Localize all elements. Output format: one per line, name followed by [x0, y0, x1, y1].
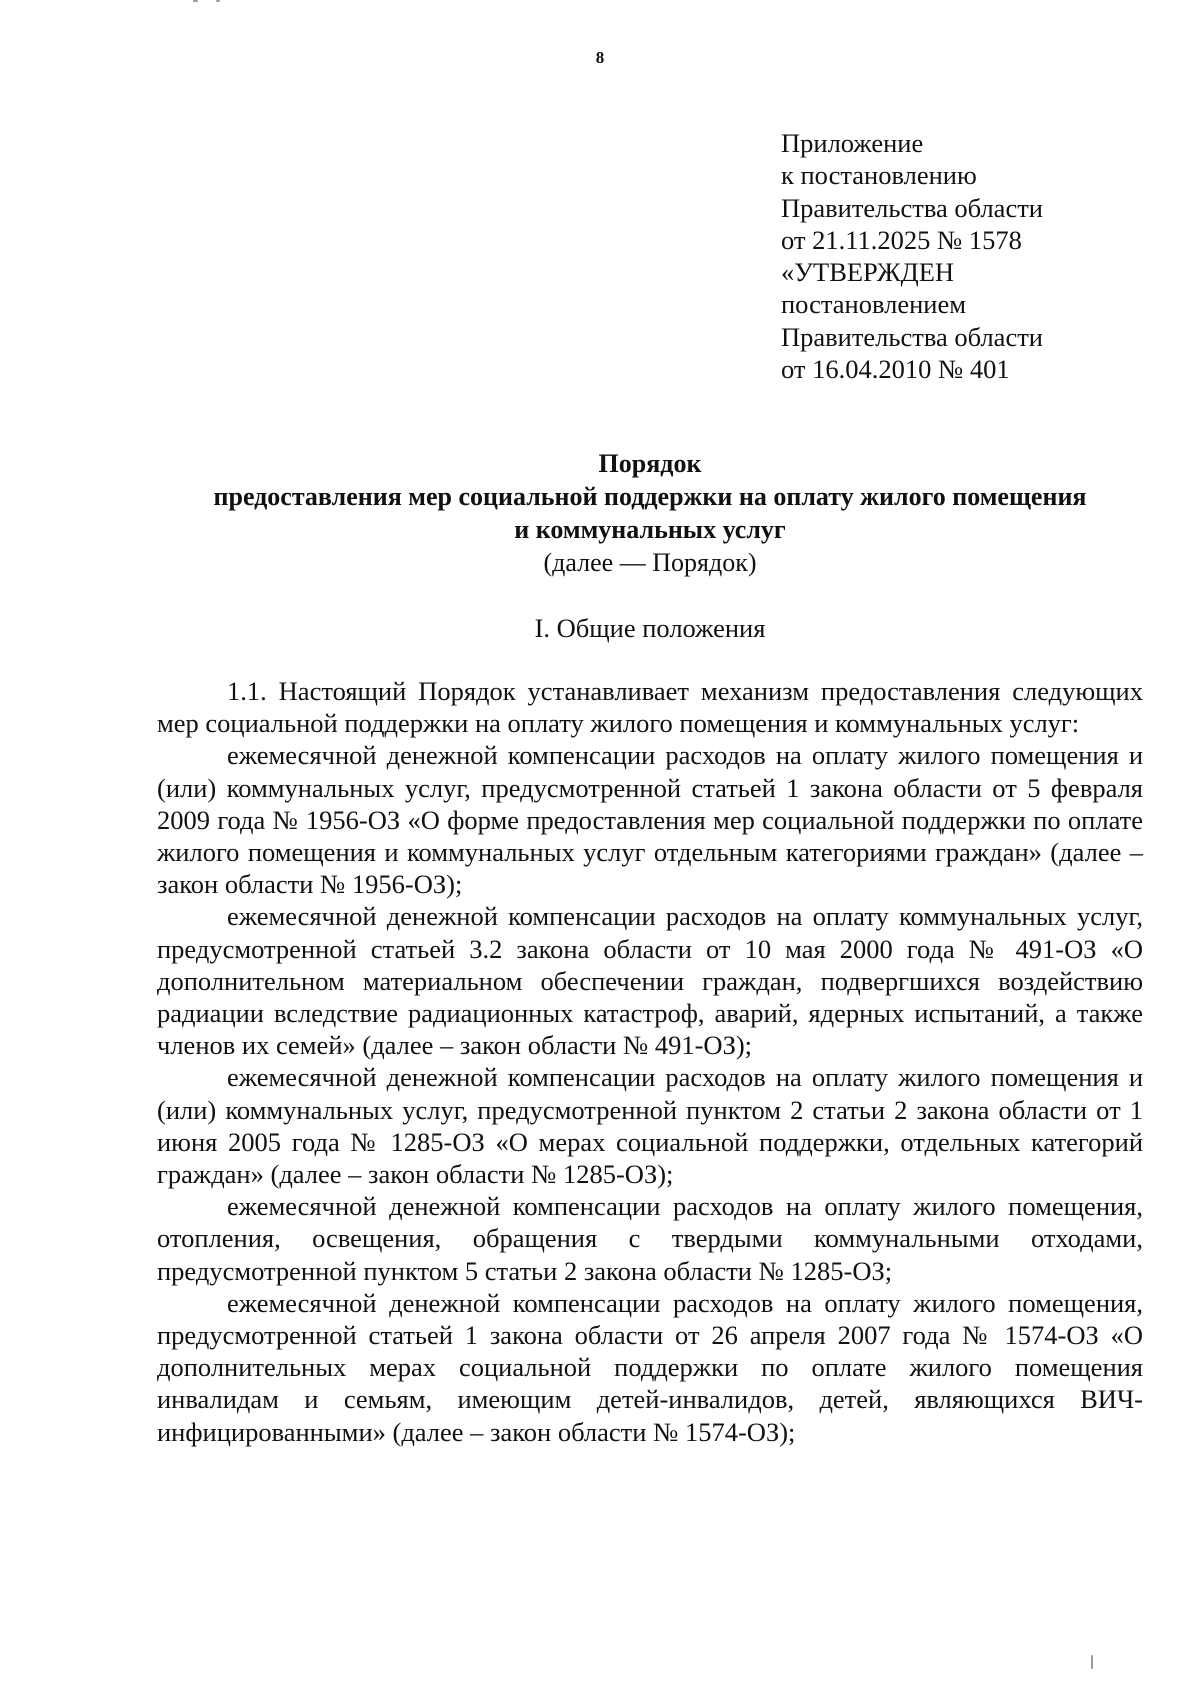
document-title [150, 447, 1150, 579]
appendix-line: от 16.04.2010 № 401 [781, 354, 1010, 385]
title-line: предоставления мер социальной поддержки на оплату жилого помещения [213, 482, 1087, 511]
paragraph: ежемесячной денежной компенсации расходов на оплату жилого помещения и (или) коммунальных услуг, предусмотренной пунктом 2 статьи 2 закона области от 1 июня 2005 года № 1285-ОЗ «О мерах социальной поддержки, отдельных категорий граждан» (далее – закон области № 1285-ОЗ); [157, 1062, 1143, 1190]
paragraph: ежемесячной денежной компенсации расходов на оплату жилого помещения и (или) коммунальных услуг, предусмотренной статьей 1 закона области от 5 февраля 2009 года № 1956-ОЗ «О форме предоставления мер социальной поддержки по оплате жилого помещения и коммунальных услуг отдельным категориями граждан» (далее – закон области № 1956-ОЗ); [157, 740, 1143, 900]
appendix-line: Правительства области [781, 192, 1043, 223]
paragraph: ежемесячной денежной компенсации расходов на оплату жилого помещения, отопления, освещения, обращения с твердыми коммунальными отходами, предусмотренной пунктом 5 статьи 2 закона области № 1285-ОЗ; [157, 1191, 1143, 1286]
scan-artifact [216, 0, 220, 2]
scan-artifact [1091, 1655, 1093, 1669]
appendix-line: Правительства области [781, 321, 1043, 352]
title-note: (далее — Порядок) [543, 548, 757, 577]
appendix-line: от 21.11.2025 № 1578 [781, 224, 1022, 255]
appendix-line: Приложение [781, 128, 924, 158]
paragraph: ежемесячной денежной компенсации расходов на оплату жилого помещения, предусмотренной статьей 1 закона области от 26 апреля 2007 года № 1574-ОЗ «О дополнительных мерах социальной поддержки по оплате жилого помещения инвалидам и семьям, имеющим детей-инвалидов, детей, являющихся ВИЧ-инфицированными» (далее – закон области № 1574-ОЗ); [157, 1287, 1143, 1447]
page-number: 8 [595, 48, 605, 67]
appendix-line: постановлением [781, 289, 966, 320]
title-line: Порядок [598, 449, 702, 478]
body-text [157, 675, 1143, 1448]
title-line: и коммунальных услуг [514, 515, 786, 544]
appendix-approval-block [781, 127, 1043, 385]
appendix-line: «УТВЕРЖДЕН [781, 257, 955, 288]
section-heading: I. Общие положения [534, 613, 766, 643]
paragraph: 1.1. Настоящий Порядок устанавливает механизм предоставления следующих мер социальной поддержки на оплату жилого помещения и коммунальных услуг: [157, 676, 1143, 739]
paragraph: ежемесячной денежной компенсации расходов на оплату коммунальных услуг, предусмотренной статьей 3.2 закона области от 10 мая 2000 года № 491-ОЗ «О дополнительном материальном обеспечении граждан, подвергшихся воздействию радиации вследствие радиационных катастроф, аварий, ядерных испытаний, а также членов их семей» (далее – закон области № 491-ОЗ); [157, 901, 1143, 1061]
scan-artifact [193, 0, 198, 2]
appendix-line: к постановлению [781, 160, 977, 191]
